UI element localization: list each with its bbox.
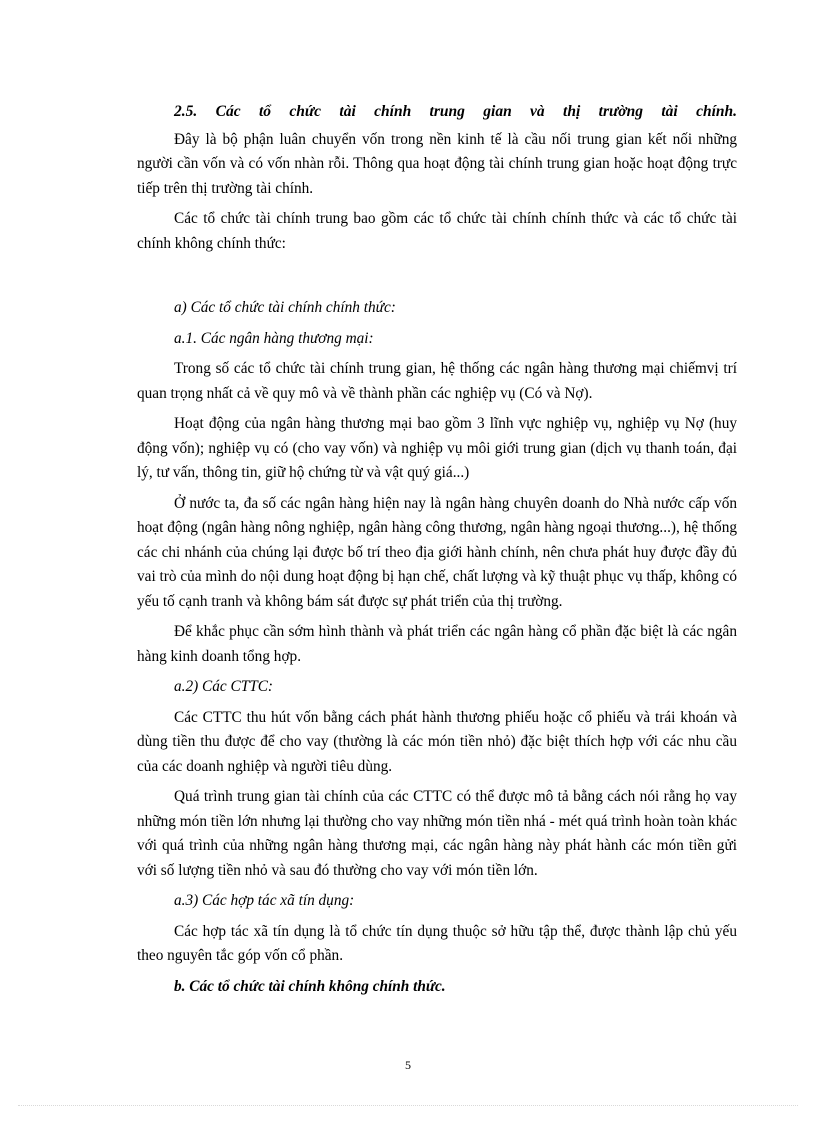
a1-paragraph-2: Hoạt động của ngân hàng thương mại bao gồm 3 lĩnh vực nghiệp vụ, nghiệp vụ Nợ (huy động vốn); nghiệp vụ có (cho vay vốn) và nghiệp vụ môi giới trung gian (dịch vụ thanh toán, đại lý, tư vấn, thông tin, giữ hộ chứng từ và vật quý giá...) — [137, 415, 737, 481]
subheading-a2: a.2) Các CTTC: — [174, 678, 274, 695]
a2-paragraph-1: Các CTTC thu hút vốn bằng cách phát hành thương phiếu hoặc cổ phiếu và trái khoán và dùng tiền thu được để cho vay (thường là các món tiền nhỏ) đặc biệt thích hợp với các nhu cầu của các doanh nghiệp và người tiêu dùng. — [137, 708, 737, 775]
page-number: 5 — [405, 1058, 411, 1072]
a1-paragraph-4: Để khắc phục cần sớm hình thành và phát triển các ngân hàng cổ phần đặc biệt là các ngân hàng kinh doanh tổng hợp. — [137, 623, 737, 665]
a1-paragraph-1: Trong số các tổ chức tài chính trung gian, hệ thống các ngân hàng thương mại chiếmvị trí quan trọng nhất cả về quy mô và về thành phần các nghiệp vụ (Có và Nợ). — [137, 360, 737, 402]
subheading-a3: a.3) Các hợp tác xã tín dụng: — [174, 892, 355, 909]
a2-paragraph-2: Quá trình trung gian tài chính của các CTTC có thể được mô tả bằng cách nói rằng họ vay những món tiền lớn nhưng lại thường cho vay những món tiền nhá - mét quá trình hoàn toàn khác với quá trình của những ngân hàng thương mại, các ngân hàng này phát hành các món tiền gửi với số lượng tiền nhỏ và sau đó thường cho vay với món tiền lớn. — [137, 788, 737, 879]
section-heading: 2.5. Các tổ chức tài chính trung gian và thị trường tài chính. — [174, 103, 737, 120]
subheading-a: a) Các tổ chức tài chính chính thức: — [174, 299, 396, 316]
overview-paragraph: Các tổ chức tài chính trung bao gồm các tổ chức tài chính chính thức và các tổ chức tài chính không chính thức: — [137, 210, 737, 252]
page-bottom-divider — [18, 1105, 798, 1106]
subheading-a1: a.1. Các ngân hàng thương mại: — [174, 329, 374, 347]
section-spacer — [137, 262, 737, 296]
document-body — [137, 100, 737, 1005]
a1-paragraph-3: Ở nước ta, đa số các ngân hàng hiện nay là ngân hàng chuyên doanh do Nhà nước cấp vốn hoạt động (ngân hàng nông nghiệp, ngân hàng công thương, ngân hàng ngoại thương...), hệ thống các chi nhánh của chúng lại được bố trí theo địa giới hành chính, nên chưa phát huy được đầy đủ vai trò của mình do nội dung hoạt động bị hạn chế, chất lượng và kỹ thuật phục vụ thấp, không có yếu tố cạnh tranh và không bám sát được sự phát triển của thị trường. — [137, 494, 737, 610]
a3-paragraph-1: Các hợp tác xã tín dụng là tổ chức tín dụng thuộc sở hữu tập thể, được thành lập chủ yếu theo nguyên tắc góp vốn cổ phần. — [137, 922, 737, 964]
intro-paragraph: Đây là bộ phận luân chuyển vốn trong nền kinh tế là cầu nối trung gian kết nối những người cần vốn và có vốn nhàn rỗi. Thông qua hoạt động tài chính trung gian hoặc hoạt động trực tiếp trên thị trường tài chính. — [137, 130, 737, 197]
subheading-b: b. Các tổ chức tài chính không chính thức. — [174, 977, 446, 995]
